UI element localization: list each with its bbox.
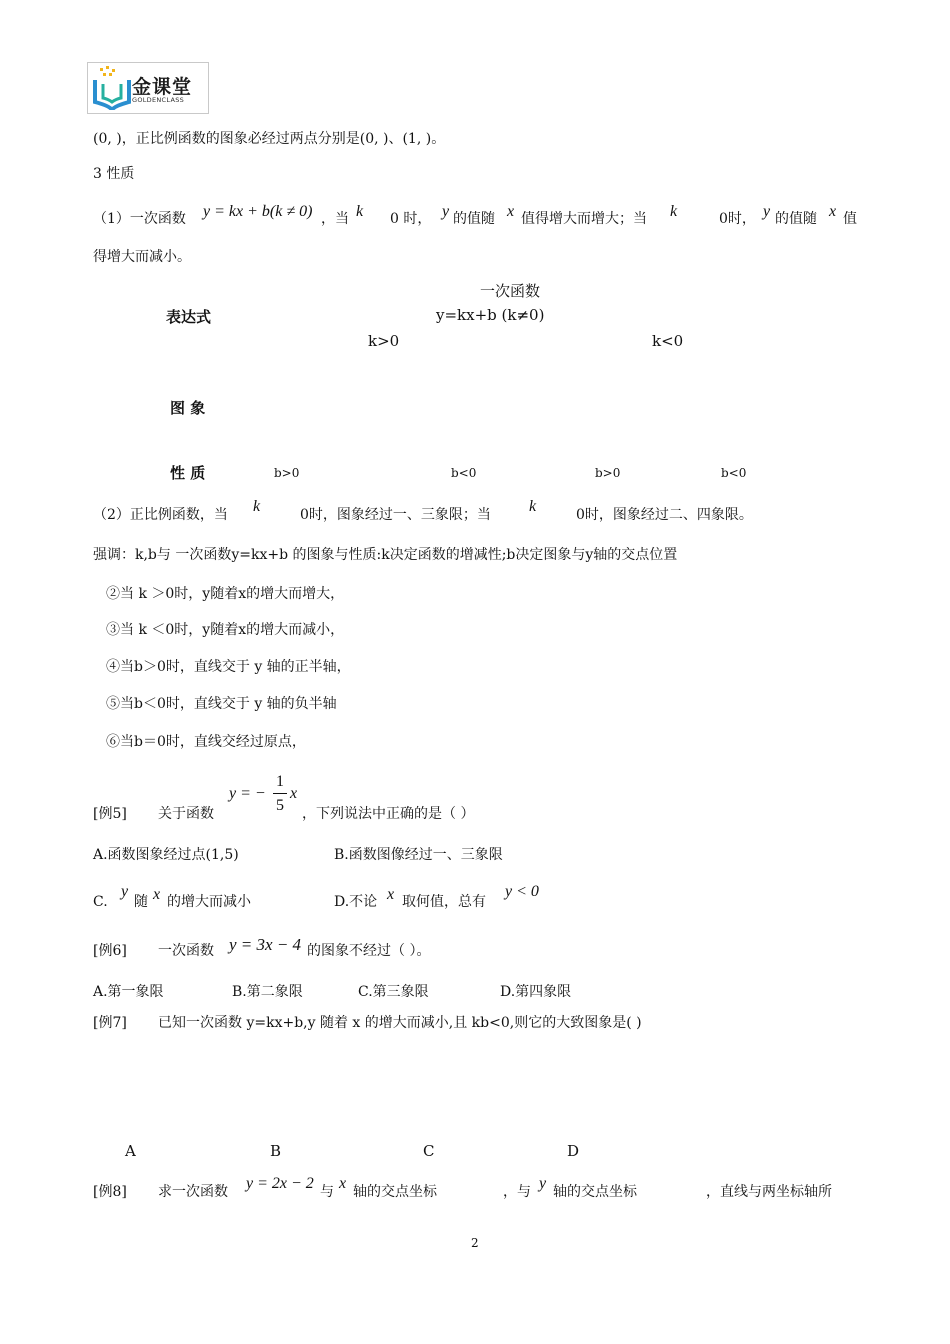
- table-header: 一次函数: [480, 282, 541, 300]
- emphasis-title: 强调：k,b与 一次函数y=kx+b 的图象与性质:k决定函数的增减性;b决定图象与y轴的交点位置: [93, 547, 678, 563]
- choice-label: A: [125, 1142, 136, 1160]
- var-k: k: [356, 203, 364, 220]
- option-c-label: C.: [93, 894, 108, 910]
- var-x: x: [507, 203, 515, 220]
- emphasis-item: ②当 k ＞0时，y随着x的增大而增大，: [106, 586, 345, 602]
- choice-label: B: [270, 1142, 282, 1160]
- b-condition: b<0: [721, 466, 747, 480]
- example5-text: 关于函数: [158, 806, 214, 822]
- formula-x: x: [290, 785, 298, 802]
- para1-continuation: 得增大而减小。: [93, 249, 191, 265]
- para1-g: 的值随: [775, 211, 817, 227]
- option-d: D.第四象限: [500, 984, 572, 1000]
- b-condition: b<0: [451, 466, 477, 480]
- para1-f: 0时，: [719, 211, 756, 227]
- option-b: B.第二象限: [232, 984, 303, 1000]
- fraction-denominator: 5: [276, 797, 284, 814]
- formula-3x-4: y = 3x − 4: [229, 935, 302, 954]
- page-number: 2: [471, 1236, 479, 1250]
- var-y: y: [121, 883, 129, 900]
- example8-text: ，直线与两坐标轴所: [706, 1184, 832, 1200]
- choice-label: D: [567, 1142, 580, 1160]
- logo-subtext: GOLDENCLASS: [132, 96, 185, 104]
- example8-text: 求一次函数: [158, 1184, 228, 1200]
- var-k: k: [253, 498, 261, 515]
- example7-label: [例7]: [93, 1015, 127, 1031]
- var-y: y: [763, 203, 771, 220]
- example5-label: [例5]: [93, 806, 127, 822]
- var-k: k: [529, 498, 537, 515]
- para2-b: 0时，图象经过一、三象限；当: [300, 507, 491, 523]
- formula-linear: y = kx + b(k ≠ 0): [203, 203, 313, 220]
- option-d-text: 取何值，总有: [402, 894, 486, 910]
- formula-y-lt-0: y < 0: [505, 883, 539, 900]
- book-icon: [92, 66, 132, 110]
- example5-text: ，下列说法中正确的是（ ）: [302, 806, 475, 822]
- row-label-image: 图 象: [170, 399, 206, 417]
- option-a: A.第一象限: [93, 984, 164, 1000]
- b-condition: b>0: [595, 466, 621, 480]
- expression-value: y=kx+b (k≠0): [436, 306, 545, 324]
- choice-label: C: [423, 1142, 435, 1160]
- example6-label: [例6]: [93, 943, 127, 959]
- example8-label: [例8]: [93, 1184, 127, 1200]
- example7-text: 已知一次函数 y=kx+b,y 随着 x 的增大而减小,且 kb<0,则它的大致图象是( ): [158, 1015, 642, 1031]
- row-label-expression: 表达式: [166, 308, 212, 326]
- para2-a: （2）正比例函数，当: [93, 507, 228, 523]
- emphasis-item: ⑤当b＜0时，直线交于 y 轴的负半轴: [106, 696, 337, 712]
- formula-2x-2: y = 2x − 2: [246, 1175, 314, 1192]
- var-x: x: [387, 886, 395, 903]
- fraction-numerator: 1: [276, 773, 284, 790]
- var-y: y: [442, 203, 450, 220]
- row-label-property: 性 质: [170, 464, 206, 482]
- emphasis-item: ③当 k ＜0时，y随着x的增大而减小，: [106, 622, 345, 638]
- para1-h: 值: [843, 211, 857, 227]
- example8-text: 轴的交点坐标: [353, 1184, 437, 1200]
- var-x: x: [339, 1175, 347, 1192]
- example8-text: 轴的交点坐标: [553, 1184, 637, 1200]
- formula-y-neg: y = −: [229, 785, 266, 802]
- section-heading: 3 性质: [93, 166, 135, 182]
- var-k: k: [670, 203, 678, 220]
- logo: [87, 62, 209, 114]
- var-x: x: [829, 203, 837, 220]
- example8-text: 与: [320, 1184, 334, 1200]
- para1-b: ，当: [321, 211, 349, 227]
- option-a: A.函数图象经过点(1,5): [93, 847, 239, 863]
- k-negative-header: k<0: [652, 332, 684, 350]
- para2-c: 0时，图象经过二、四象限。: [576, 507, 753, 523]
- para1-a: （1）一次函数: [93, 211, 186, 227]
- option-d-label: D.不论: [334, 894, 378, 910]
- example6-text: 一次函数: [158, 943, 214, 959]
- var-y: y: [539, 1175, 547, 1192]
- option-b: B.函数图像经过一、三象限: [334, 847, 503, 863]
- para1-e: 值得增大而增大；当: [521, 211, 647, 227]
- b-condition: b>0: [274, 466, 300, 480]
- example6-text: 的图象不经过（ ）。: [307, 943, 431, 959]
- var-x: x: [153, 886, 161, 903]
- emphasis-item: ④当b＞0时，直线交于 y 轴的正半轴，: [106, 659, 351, 675]
- para1-c: 0 时，: [390, 211, 432, 227]
- option-c: C.第三象限: [358, 984, 429, 1000]
- text-line-points: (0, )，正比例函数的图象必经过两点分别是(0, )、(1, )。: [93, 131, 446, 147]
- option-c-text: 的增大而减小: [167, 894, 251, 910]
- emphasis-item: ⑥当b＝0时，直线交经过原点，: [106, 734, 306, 750]
- example8-text: ，与: [503, 1184, 531, 1200]
- fraction-bar: [273, 793, 287, 794]
- k-positive-header: k>0: [368, 332, 400, 350]
- option-c-text: 随: [134, 894, 148, 910]
- para1-d: 的值随: [453, 211, 495, 227]
- logo-text: 金课堂: [132, 76, 193, 98]
